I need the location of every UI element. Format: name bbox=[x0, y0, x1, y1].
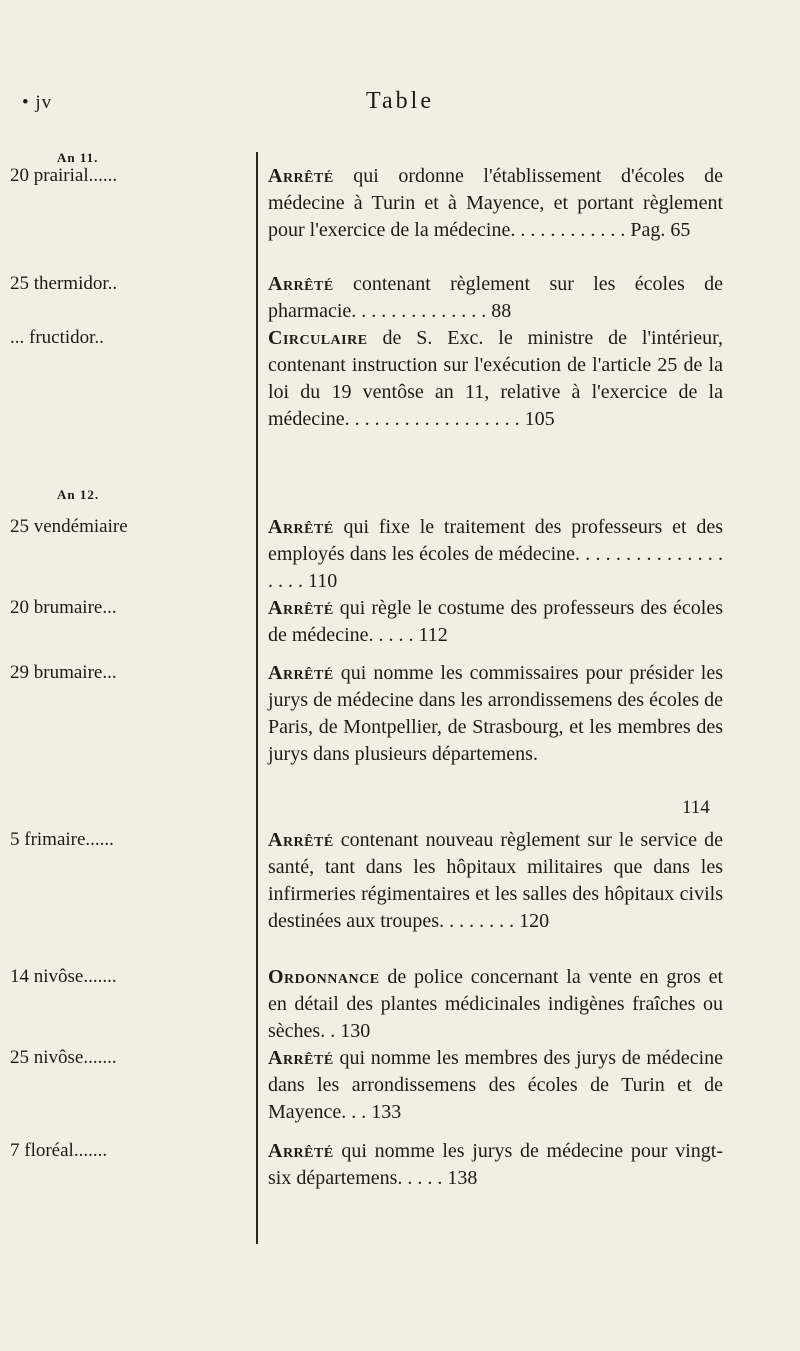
entry-text: qui ordonne l'établissement d'écoles de médecine à Turin et à Mayence, et portant règlement pour l'exercice de la médecine. . . . . . . . . . . . Pag. 65 bbox=[268, 165, 723, 241]
entry-lead: Arrêté bbox=[268, 1140, 334, 1162]
entry-text: qui nomme les membres des jurys de médecine dans les arrondissemens des écoles de Turin et de Mayence. . . 133 bbox=[268, 1047, 723, 1123]
entry-lead: Arrêté bbox=[268, 516, 334, 538]
entry-date: 29 brumaire... bbox=[10, 662, 117, 683]
entry-description bbox=[268, 514, 723, 595]
entry-text: contenant règlement sur les écoles de pharmacie. . . . . . . . . . . . . . 88 bbox=[268, 273, 723, 322]
entry-text: de police concernant la vente en gros et en détail des plantes médicinales indigènes fraîches ou sèches. . 130 bbox=[268, 966, 723, 1042]
entry-text: contenant nouveau règlement sur le service de santé, tant dans les hôpitaux militaires que dans les infirmeries régimentaires et les salles des hôpitaux civils destinées aux troupes. . . . . . . . 120 bbox=[268, 829, 723, 932]
entry-description bbox=[268, 660, 723, 768]
entry-date: 20 prairial...... bbox=[10, 165, 118, 186]
page-number: 114 bbox=[682, 797, 710, 818]
entry-description bbox=[268, 1138, 723, 1192]
entry-text: qui règle le costume des professeurs des écoles de médecine. . . . . 112 bbox=[268, 597, 723, 646]
column-rule bbox=[256, 592, 258, 1054]
column-rule bbox=[256, 152, 258, 592]
entry-text: qui fixe le traitement des professeurs et des employés dans les écoles de médecine. . . . . . . . . . . . . . . . . . . 110 bbox=[268, 516, 723, 592]
entry-description bbox=[268, 595, 723, 649]
entry-text: de S. Exc. le ministre de l'intérieur, contenant instruction sur l'exécution de l'article 25 de la loi du 19 ventôse an 11, relative à l'exercice de la médecine. . . . . . . . . . . . . . . . . . 105 bbox=[268, 327, 723, 430]
entry-lead: Arrêté bbox=[268, 662, 334, 684]
column-rule bbox=[256, 1054, 258, 1244]
entry-date: ... fructidor.. bbox=[10, 327, 104, 348]
entry-description bbox=[268, 163, 723, 244]
entry-description bbox=[268, 325, 723, 433]
entry-lead: Arrêté bbox=[268, 597, 334, 619]
entry-date: 7 floréal....... bbox=[10, 1140, 108, 1161]
year-label: An 11. bbox=[57, 150, 99, 165]
entry-date: 14 nivôse....... bbox=[10, 966, 117, 987]
entry-text: qui nomme les commissaires pour présider les jurys de médecine dans les arrondissemens des écoles de Paris, de Montpellier, de Strasbourg, et les membres des jurys dans plusieurs départemens. bbox=[268, 662, 723, 765]
entry-date: 25 nivôse....... bbox=[10, 1047, 117, 1068]
running-title: Table bbox=[366, 88, 434, 114]
entry-lead: Arrêté bbox=[268, 273, 334, 295]
page-folio: • jv bbox=[22, 92, 53, 113]
entry-text: qui nomme les jurys de médecine pour vingt-six départemens. . . . . 138 bbox=[268, 1140, 723, 1189]
entry-lead: Arrêté bbox=[268, 165, 334, 187]
entry-date: 25 thermidor.. bbox=[10, 273, 118, 294]
entry-date: 25 vendémiaire bbox=[10, 516, 128, 537]
entry-lead: Arrêté bbox=[268, 1047, 334, 1069]
entry-lead: Arrêté bbox=[268, 829, 334, 851]
entry-date: 20 brumaire... bbox=[10, 597, 117, 618]
entry-lead: Ordonnance bbox=[268, 966, 380, 988]
entry-description bbox=[268, 964, 723, 1045]
entry-description bbox=[268, 1045, 723, 1126]
entry-lead: Circulaire bbox=[268, 327, 368, 349]
entry-description bbox=[268, 271, 723, 325]
year-label: An 12. bbox=[57, 487, 100, 502]
entry-date: 5 frimaire...... bbox=[10, 829, 114, 850]
entry-description bbox=[268, 827, 723, 935]
